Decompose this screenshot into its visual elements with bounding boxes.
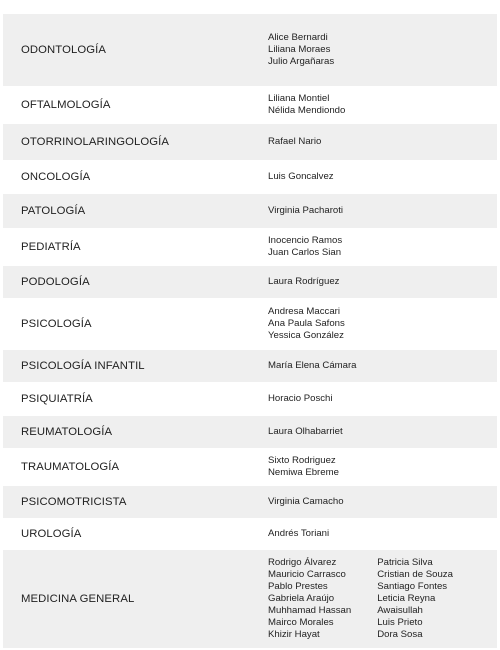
doctor-name: Alice Bernardi [268, 32, 328, 43]
table-row [3, 350, 497, 382]
doctor-name: Cristian de Souza [377, 569, 453, 580]
table-row [3, 14, 497, 86]
doctor-column [268, 496, 344, 508]
doctor-name: Juan Carlos Sian [268, 247, 342, 258]
table-row [3, 86, 497, 124]
doctor-name: Gabriela Araújo [268, 593, 335, 604]
doctor-name: Patricia Silva [377, 557, 433, 568]
specialty-name: REUMATOLOGÍA [21, 426, 113, 438]
doctor-name: María Elena Cámara [268, 360, 357, 371]
doctor-list [268, 171, 334, 183]
doctor-list [268, 136, 321, 148]
doctor-name: Dora Sosa [377, 629, 423, 640]
table-row [3, 298, 497, 350]
doctor-name: Pablo Prestes [268, 581, 328, 592]
doctor-name: Virginia Camacho [268, 496, 344, 507]
doctor-name: Awaisullah [377, 605, 423, 616]
doctor-list [268, 306, 345, 342]
doctor-name: Horacio Poschi [268, 393, 333, 404]
doctor-name: Yessica González [268, 330, 344, 341]
doctor-column [268, 136, 321, 148]
doctor-column [268, 306, 345, 342]
doctor-name: Laura Rodríguez [268, 276, 340, 287]
specialty-name: PSICOLOGÍA INFANTIL [21, 360, 145, 372]
doctor-name: Nélida Mendiondo [268, 105, 346, 116]
doctor-name: Liliana Montiel [268, 93, 330, 104]
table-row [3, 228, 497, 266]
doctor-name: Muhhamad Hassan [268, 605, 352, 616]
doctor-name: Andrés Toriani [268, 528, 330, 539]
doctor-column [268, 32, 334, 68]
doctor-name: Liliana Moraes [268, 44, 331, 55]
doctor-column [268, 205, 343, 217]
table-row [3, 382, 497, 416]
doctor-name: Andresa Maccari [268, 306, 340, 317]
doctor-column [268, 455, 339, 479]
table-row [3, 194, 497, 228]
doctor-column [268, 171, 334, 183]
doctor-name: Inocencio Ramos [268, 235, 343, 246]
doctor-column [268, 93, 345, 117]
table-row [3, 160, 497, 194]
doctor-name: Rodrigo Álvarez [268, 557, 337, 568]
doctor-name: Laura Olhabarriet [268, 426, 343, 437]
doctor-list [268, 93, 345, 117]
doctor-list [268, 528, 329, 540]
doctor-name: Luis Prieto [377, 617, 423, 628]
doctor-column [268, 393, 333, 405]
doctor-name: Mauricio Carrasco [268, 569, 346, 580]
doctor-name: Ana Paula Safons [268, 318, 345, 329]
specialty-name: OFTALMOLOGÍA [21, 99, 111, 111]
table-row [3, 266, 497, 298]
specialty-name: PODOLOGÍA [21, 276, 90, 288]
doctor-column [268, 360, 357, 372]
table-row [3, 124, 497, 160]
specialty-name: MEDICINA GENERAL [21, 593, 135, 605]
specialty-name: UROLOGÍA [21, 528, 82, 540]
doctor-column [268, 276, 339, 288]
specialty-name: PSIQUIATRÍA [21, 393, 93, 405]
doctor-list [268, 276, 339, 288]
doctor-name: Julio Argañaras [268, 56, 335, 67]
table-row [3, 518, 497, 550]
doctor-list [268, 557, 453, 641]
doctor-name: Leticia Reyna [377, 593, 436, 604]
table-row [3, 448, 497, 486]
specialty-name: ONCOLOGÍA [21, 171, 91, 183]
specialty-name: PSICOMOTRICISTA [21, 496, 127, 508]
doctor-column [268, 235, 342, 259]
specialty-name: PEDIATRÍA [21, 241, 81, 253]
table-row [3, 550, 497, 648]
doctor-list [268, 426, 343, 438]
doctor-column [268, 528, 329, 540]
doctor-list [268, 205, 343, 217]
table-row [3, 486, 497, 518]
doctor-name: Mairco Morales [268, 617, 334, 628]
specialty-name: PATOLOGÍA [21, 205, 86, 217]
doctor-list [268, 393, 333, 405]
specialty-name: TRAUMATOLOGÍA [21, 461, 120, 473]
doctor-column [268, 557, 351, 641]
doctor-name: Rafael Nario [268, 136, 322, 147]
doctor-name: Virginia Pacharoti [268, 205, 344, 216]
doctor-column [377, 557, 453, 641]
specialty-name: ODONTOLOGÍA [21, 44, 107, 56]
table-row [3, 416, 497, 448]
doctor-list [268, 496, 344, 508]
doctor-name: Khizir Hayat [268, 629, 320, 640]
doctor-list [268, 235, 342, 259]
doctor-name: Santiago Fontes [377, 581, 448, 592]
doctor-column [268, 426, 343, 438]
doctor-name: Luis Goncalvez [268, 171, 334, 182]
doctor-name: Nemiwa Ebreme [268, 467, 339, 478]
doctor-list [268, 455, 339, 479]
specialty-name: PSICOLOGÍA [21, 318, 92, 330]
doctor-list [268, 32, 334, 68]
specialties-table [3, 14, 497, 648]
doctor-list [268, 360, 357, 372]
specialty-name: OTORRINOLARINGOLOGÍA [21, 136, 170, 148]
doctor-name: Sixto Rodriguez [268, 455, 336, 466]
